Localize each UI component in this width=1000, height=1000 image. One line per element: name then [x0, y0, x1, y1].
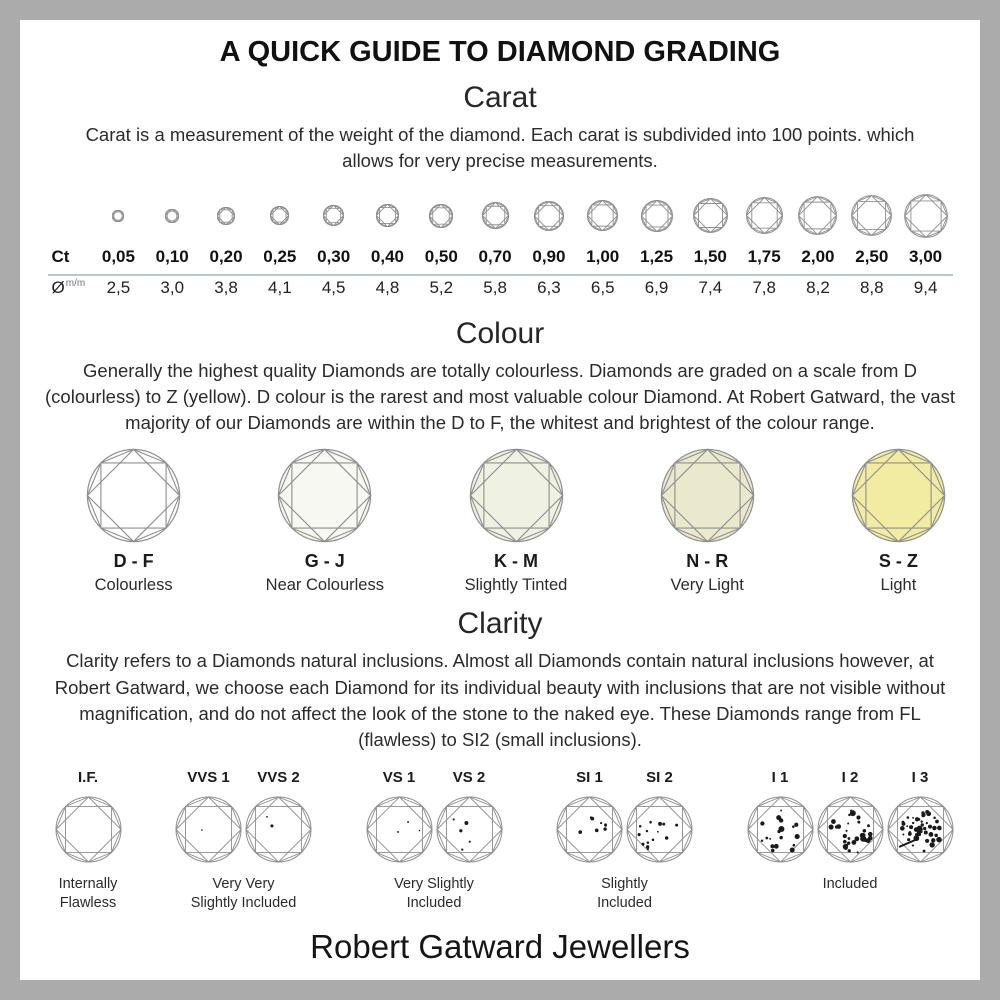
clarity-group: [364, 769, 504, 911]
inclusion-spot: [773, 844, 778, 849]
carat-size-table: [48, 247, 953, 305]
clarity-description: Clarity refers to a Diamonds natural inclusions. Almost all Diamonds contain natural inclusions however, at Robert Gatward, we choose each Diamond for its individual beauty with inclusions that are not visible without magnification, and do not affect the look of the stone to the naked eye. These Diamonds range from FL (flawless) to SI2 (small inclusions).: [54, 650, 946, 751]
carat-description: Carat is a measurement of the weight of the diamond. Each carat is subdivided into 100 points. which allows for very precise measurements.: [85, 124, 915, 172]
clarity-grade-item: [815, 769, 885, 863]
inclusion-spot: [397, 831, 399, 833]
inclusion-spot: [792, 844, 795, 847]
carat-scale-diamond: [468, 202, 522, 229]
inclusion-spot: [928, 825, 932, 829]
colour-grade-scale: [38, 448, 980, 595]
carat-scale-diamond: [899, 194, 953, 238]
carat-scale-diamond: [630, 200, 684, 232]
diameter-row-label: [48, 278, 92, 298]
diamond-icon: [323, 205, 344, 226]
diamond-icon: [270, 206, 289, 225]
diamond-icon: [587, 200, 618, 231]
infographic-sheet: [20, 20, 980, 980]
carat-value-cell: 0,70: [478, 246, 512, 266]
diameter-value-cell: 8,2: [806, 277, 830, 297]
carat-section: [38, 81, 962, 305]
clarity-grade-item: [625, 769, 695, 863]
inclusion-spot: [842, 840, 846, 844]
colour-grade-label: S - Z: [878, 551, 918, 572]
inclusion-spot: [845, 844, 848, 847]
clarity-group-items: [53, 769, 123, 863]
colour-description: Generally the highest quality Diamonds are totally colourless. Diamonds are graded on a scale from D (colourless) to Z (yellow). D colour is the rarest and most valuable colour Diamond. At Robert Gatward, the vast majority of our Diamonds are within the D to F, the whitest and brightest of the colour range.: [45, 359, 955, 434]
inclusion-spot: [649, 821, 652, 824]
diamond-icon: [277, 448, 372, 543]
carat-value-cell: 0,05: [101, 246, 135, 266]
colour-grade-item: [612, 448, 803, 595]
clarity-grade-item: [364, 769, 434, 863]
carat-value-cell: 1,75: [747, 246, 781, 266]
clarity-heading: Clarity: [457, 607, 543, 641]
colour-section: [38, 317, 962, 596]
inclusion-spot: [847, 849, 850, 852]
inclusion-spot: [906, 817, 909, 820]
diameter-value-cell: 4,5: [321, 277, 346, 297]
inclusion-spot: [641, 843, 644, 846]
diamond-icon: [482, 202, 509, 229]
carat-scale-diamond: [199, 207, 253, 225]
carat-scale-diamond: [361, 204, 415, 227]
colour-grade-description: Near Colourless: [265, 576, 384, 595]
carat-value-cell: 0,25: [263, 246, 297, 266]
colour-grade-label: K - M: [494, 551, 538, 572]
colour-heading: Colour: [455, 316, 545, 350]
carat-value-cell: 1,25: [639, 246, 674, 266]
inclusion-spot: [912, 817, 914, 819]
inclusion-spot: [921, 812, 924, 815]
inclusion-spot: [922, 850, 925, 853]
diamond-icon: [626, 796, 693, 863]
diamond-icon: [366, 796, 433, 863]
inclusion-spot: [779, 836, 782, 839]
inclusion-spot: [915, 818, 917, 820]
carat-value-cell: 0,30: [317, 246, 351, 266]
clarity-grade-item: [434, 769, 504, 863]
diamond-icon: [887, 796, 954, 863]
clarity-grade-label: SI 1: [576, 769, 603, 787]
inclusion-spot: [780, 810, 782, 812]
carat-value-cell: 0,20: [209, 246, 243, 266]
inclusion-spot: [604, 824, 607, 827]
inclusion-spot: [851, 840, 856, 845]
inclusion-spot: [867, 825, 870, 828]
inclusion-spot: [765, 837, 768, 840]
clarity-grade-item: [555, 769, 625, 863]
inclusion-spot: [856, 816, 860, 820]
inclusion-spot: [652, 839, 655, 842]
carat-heading: Carat: [463, 81, 537, 114]
inclusion-spot: [468, 841, 470, 843]
clarity-group: [745, 769, 955, 911]
inclusion-spot: [907, 833, 911, 837]
inclusion-spot: [464, 821, 468, 825]
diamond-icon: [693, 198, 728, 233]
carat-scale-diamond: [845, 195, 899, 236]
diamond-icon: [747, 796, 814, 863]
carat-scale-diamond: [683, 198, 737, 233]
clarity-grade-label: VVS 2: [257, 769, 300, 787]
inclusion-spot: [857, 821, 860, 824]
diamond-icon: [469, 448, 564, 543]
carat-value-cell: 0,50: [424, 246, 458, 266]
inclusion-spot: [590, 817, 594, 821]
carat-value-cell: 1,00: [586, 246, 620, 266]
clarity-section: [38, 607, 962, 911]
inclusion-spot: [794, 834, 799, 839]
clarity-grade-item: [244, 769, 314, 863]
clarity-grade-label: I 1: [771, 769, 789, 787]
inclusion-spot: [638, 833, 641, 836]
colour-grade-label: D - F: [113, 551, 154, 572]
carat-scale-diamond: [791, 196, 845, 235]
colour-grade-description: Slightly Tinted: [464, 576, 568, 595]
inclusion-spot: [847, 837, 850, 840]
clarity-group-items: [364, 769, 504, 863]
colour-grade-label: G - J: [304, 551, 345, 572]
diamond-icon: [217, 207, 235, 225]
carat-scale-diamond: [522, 201, 576, 231]
clarity-group-caption: Included: [822, 876, 878, 893]
clarity-group: [174, 769, 314, 911]
clarity-grade-label: VVS 1: [187, 769, 230, 787]
diameter-value-cell: 5,8: [483, 277, 507, 297]
carat-scale-diamond: [307, 205, 361, 226]
clarity-group-items: [174, 769, 314, 863]
colour-grade-description: Light: [880, 576, 917, 595]
inclusion-spot: [836, 825, 841, 830]
diameter-value-cell: 4,8: [375, 277, 400, 297]
diamond-icon: [86, 448, 181, 543]
diameter-value-cell: 5,2: [429, 277, 454, 297]
inclusion-spot: [925, 810, 929, 814]
inclusion-spot: [760, 822, 764, 826]
inclusion-spot: [936, 837, 941, 842]
clarity-group-caption: Very Very Slightly Included: [190, 876, 297, 911]
carat-scale-diamond: [414, 204, 468, 228]
inclusion-spot: [856, 852, 858, 854]
inclusion-spot: [932, 826, 937, 831]
inclusion-spot: [828, 825, 833, 830]
inclusion-spot: [657, 831, 659, 833]
colour-grade-item: [229, 448, 420, 595]
diamond-icon: [55, 796, 122, 863]
inclusion-spot: [920, 821, 922, 823]
carat-diamond-scale: [48, 189, 953, 243]
diameter-value-cell: 6,9: [644, 277, 669, 297]
diameter-value-cell: 2,5: [106, 277, 131, 297]
inclusion-spot: [923, 831, 927, 835]
inclusion-spot: [675, 824, 678, 827]
inclusion-spot: [595, 829, 599, 833]
inclusion-spot: [909, 825, 913, 829]
carat-value-cell: 0,10: [155, 246, 189, 266]
inclusion-spot: [600, 822, 602, 824]
diameter-value-cell: 3,0: [160, 277, 185, 297]
inclusion-spot: [769, 838, 771, 840]
inclusion-spot: [603, 828, 606, 831]
clarity-grade-item: [745, 769, 815, 863]
inclusion-spot: [665, 837, 668, 840]
clarity-grade-item: [885, 769, 955, 863]
inclusion-spot: [907, 838, 910, 841]
footer-brand: Robert Gatward Jewellers: [310, 927, 690, 965]
inclusion-spot: [901, 822, 905, 826]
inclusion-spot: [906, 826, 908, 828]
diamond-icon: [534, 201, 564, 231]
clarity-grade-label: I 2: [841, 769, 859, 787]
inclusion-spot: [845, 830, 847, 832]
diameter-value-cell: 9,4: [913, 277, 938, 297]
carat-scale-diamond: [737, 197, 791, 234]
diameter-row: [48, 276, 953, 305]
inclusion-spot: [459, 829, 462, 832]
diamond-icon: [798, 196, 837, 235]
carat-value-cell: 3,00: [909, 246, 943, 266]
diamond-icon: [165, 209, 179, 223]
clarity-group: [555, 769, 695, 911]
diamond-icon: [851, 195, 892, 236]
inclusion-spot: [902, 834, 904, 836]
clarity-grade-scale: [45, 769, 955, 911]
inclusion-spot: [925, 822, 927, 824]
inclusion-spot: [867, 836, 872, 841]
diamond-icon: [175, 796, 242, 863]
clarity-group-caption: Internally Flawless: [58, 876, 118, 911]
diamond-icon: [746, 197, 783, 234]
inclusion-spot: [850, 810, 852, 812]
carat-value-cell: 0,90: [532, 246, 566, 266]
clarity-grade-item: [174, 769, 244, 863]
diameter-value-cell: 4,1: [268, 277, 292, 297]
diamond-icon: [429, 204, 453, 228]
inclusion-spot: [789, 848, 794, 853]
clarity-grade-label: VS 1: [382, 769, 416, 787]
inclusion-spot: [916, 826, 922, 832]
carat-scale-diamond: [253, 206, 307, 225]
inclusion-spot: [861, 834, 865, 838]
inclusion-spot: [777, 830, 780, 833]
inclusion-spot: [925, 839, 929, 843]
diamond-icon: [376, 204, 399, 227]
clarity-group-items: [745, 769, 955, 863]
colour-grade-label: N - R: [686, 551, 729, 572]
inclusion-spot: [928, 832, 933, 837]
inclusion-spot: [831, 820, 836, 825]
diamond-icon: [556, 796, 623, 863]
clarity-group-caption: Very Slightly Included: [394, 876, 474, 911]
carat-row-label: Ct: [51, 246, 70, 266]
inclusion-spot: [770, 849, 774, 853]
diameter-value-cell: 8,8: [859, 277, 884, 297]
inclusion-spot: [931, 839, 935, 843]
clarity-grade-item: [53, 769, 123, 863]
clarity-grade-label: VS 2: [452, 769, 486, 787]
inclusion-spot: [461, 849, 463, 851]
inclusion-spot: [923, 827, 926, 830]
inclusion-spot: [917, 833, 921, 837]
carat-scale-diamond: [576, 200, 630, 231]
inclusion-spot: [646, 830, 648, 832]
clarity-grade-label: I.F.: [77, 769, 98, 787]
carat-value-cell: 2,50: [855, 246, 889, 266]
inclusion-spot: [934, 834, 937, 837]
diameter-value-cell: 3,8: [214, 277, 238, 297]
diamond-icon: [851, 448, 946, 543]
clarity-group-items: [555, 769, 695, 863]
inclusion-spot: [899, 826, 904, 831]
diameter-symbol: Ø: [51, 277, 65, 297]
diamond-icon: [817, 796, 884, 863]
diamond-icon: [641, 200, 673, 232]
inclusion-spot: [917, 818, 920, 821]
diameter-value-cell: 6,5: [590, 277, 615, 297]
inclusion-spot: [933, 817, 936, 820]
inclusion-spot: [794, 823, 798, 827]
clarity-grade-label: SI 2: [646, 769, 673, 787]
inclusion-spot: [920, 824, 923, 827]
clarity-group: [53, 769, 123, 911]
inclusion-spot: [270, 825, 273, 828]
diamond-icon: [660, 448, 755, 543]
inclusion-spot: [770, 845, 774, 849]
clarity-grade-label: I 3: [911, 769, 929, 787]
inclusion-spot: [647, 842, 650, 845]
clarity-group-caption: Slightly Included: [597, 876, 652, 911]
inclusion-spot: [407, 821, 409, 823]
colour-grade-description: Very Light: [670, 576, 744, 595]
colour-grade-item: [420, 448, 611, 595]
colour-grade-item: [803, 448, 980, 595]
inclusion-spot: [646, 846, 649, 849]
colour-grade-description: Colourless: [94, 576, 173, 595]
diameter-unit: m/m: [65, 277, 86, 289]
inclusion-spot: [862, 829, 866, 833]
inclusion-spot: [639, 825, 642, 828]
inclusion-spot: [911, 845, 913, 847]
colour-grade-item: [38, 448, 229, 595]
inclusion-spot: [658, 822, 662, 826]
carat-scale-diamond: [92, 210, 146, 222]
inclusion-spot: [911, 822, 913, 824]
inclusion-spot: [847, 823, 849, 825]
page-title: A QUICK GUIDE TO DIAMOND GRADING: [219, 36, 781, 68]
inclusion-spot: [792, 826, 795, 829]
carat-scale-diamond: [145, 209, 199, 223]
diamond-icon: [112, 210, 124, 222]
inclusion-spot: [842, 834, 846, 838]
inclusion-spot: [935, 820, 939, 824]
diameter-value-cell: 7,4: [698, 277, 723, 297]
carat-weight-row: [48, 247, 953, 276]
inclusion-spot: [418, 830, 420, 832]
inclusion-spot: [266, 816, 268, 818]
carat-value-cell: 0,40: [370, 246, 405, 266]
diameter-value-cell: 7,8: [752, 277, 776, 297]
inclusion-spot: [760, 840, 762, 842]
diamond-icon: [904, 194, 948, 238]
inclusion-spot: [662, 823, 665, 826]
inclusion-spot: [778, 819, 782, 823]
carat-value-cell: 2,00: [801, 246, 835, 266]
carat-value-cell: 1,50: [693, 246, 727, 266]
inclusion-spot: [929, 843, 934, 848]
inclusion-spot: [937, 826, 942, 831]
diamond-icon: [436, 796, 503, 863]
inclusion-spot: [578, 831, 582, 835]
inclusion-spot: [201, 830, 203, 832]
inclusion-spot: [452, 819, 454, 821]
diameter-value-cell: 6,3: [537, 277, 561, 297]
diamond-icon: [245, 796, 312, 863]
